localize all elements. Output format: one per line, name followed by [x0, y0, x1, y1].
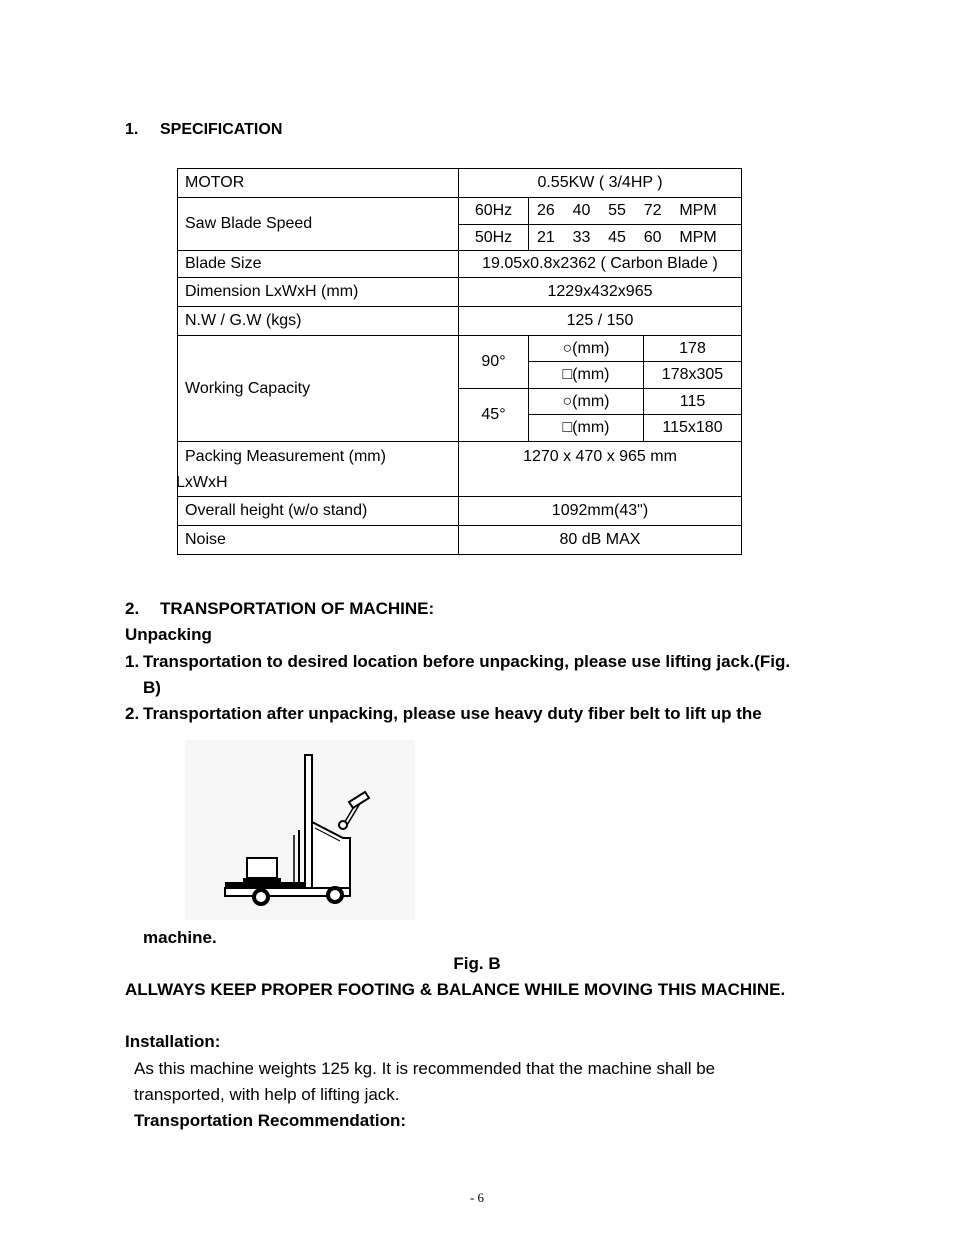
spec-label: Noise [178, 526, 459, 555]
installation-title: Installation: [125, 1032, 221, 1051]
list-item-text: B) [143, 678, 161, 697]
table-row [178, 442, 742, 497]
table-row [178, 526, 742, 555]
table-row [178, 278, 742, 307]
table-row [178, 497, 742, 526]
spec-label: Packing Measurement (mm) [185, 448, 386, 465]
transportation-recommendation-title: Transportation Recommendation: [134, 1111, 407, 1130]
list-item-number: 1. [125, 652, 140, 671]
spec-value: 0.55KW ( 3/4HP ) [459, 169, 742, 198]
section-heading-transportation [125, 599, 435, 619]
table-row [178, 198, 742, 225]
speed-values: 26 40 55 72 MPM [529, 198, 742, 225]
unpacking-title: Unpacking [125, 625, 212, 644]
spec-label: MOTOR [178, 169, 459, 198]
spec-label: Dimension LxWxH (mm) [178, 278, 459, 307]
forklift-lifting-jack-icon [185, 740, 415, 920]
installation-text: transported, with help of lifting jack. [134, 1085, 400, 1104]
section-title: SPECIFICATION [160, 121, 283, 138]
table-row [178, 336, 742, 362]
capacity-value: 178x305 [644, 362, 742, 389]
section-number: 2. [125, 599, 140, 618]
installation-text: As this machine weights 125 kg. It is recommended that the machine shall be [134, 1059, 716, 1078]
spec-label-cell [178, 442, 459, 497]
capacity-value: 115 [644, 389, 742, 415]
spec-value: 1229x432x965 [459, 278, 742, 307]
shape-label: ○(mm) [529, 336, 644, 362]
section-number: 1. [125, 121, 139, 138]
spec-label: N.W / G.W (kgs) [178, 307, 459, 336]
figure-caption: Fig. B [453, 954, 501, 973]
spec-label: Overall height (w/o stand) [178, 497, 459, 526]
shape-label: □(mm) [529, 362, 644, 389]
angle-cell: 45° [459, 389, 529, 442]
list-item-text: Transportation after unpacking, please use heavy duty fiber belt to lift up the [143, 704, 762, 723]
list-item-text: machine. [143, 928, 217, 947]
list-item-text: Transportation to desired location before unpacking, please use lifting jack.(Fig. [143, 652, 791, 671]
spec-label-sub: LxWxH [176, 474, 228, 491]
section-heading-specification [125, 121, 283, 139]
page-number: - 6 [469, 1190, 485, 1205]
frequency-cell: 60Hz [459, 198, 529, 225]
list-item-number: 2. [125, 704, 140, 723]
section-title: TRANSPORTATION OF MACHINE: [160, 599, 435, 618]
spec-label: Saw Blade Speed [178, 198, 459, 251]
capacity-value: 178 [644, 336, 742, 362]
table-row [178, 251, 742, 278]
frequency-cell: 50Hz [459, 225, 529, 251]
speed-values: 21 33 45 60 MPM [529, 225, 742, 251]
spec-value: 125 / 150 [459, 307, 742, 336]
shape-label: ○(mm) [529, 389, 644, 415]
capacity-value: 115x180 [644, 415, 742, 442]
angle-cell: 90° [459, 336, 529, 389]
spec-value: 1270 x 470 x 965 mm [459, 442, 742, 497]
spec-value: 1092mm(43") [459, 497, 742, 526]
table-row [178, 307, 742, 336]
specification-table [177, 168, 742, 555]
shape-label: □(mm) [529, 415, 644, 442]
spec-value: 19.05x0.8x2362 ( Carbon Blade ) [459, 251, 742, 278]
spec-label: Blade Size [178, 251, 459, 278]
spec-label: Working Capacity [178, 336, 459, 442]
warning-text: ALLWAYS KEEP PROPER FOOTING & BALANCE WHILE MOVING THIS MACHINE. [125, 980, 786, 999]
table-row [178, 169, 742, 198]
spec-value: 80 dB MAX [459, 526, 742, 555]
